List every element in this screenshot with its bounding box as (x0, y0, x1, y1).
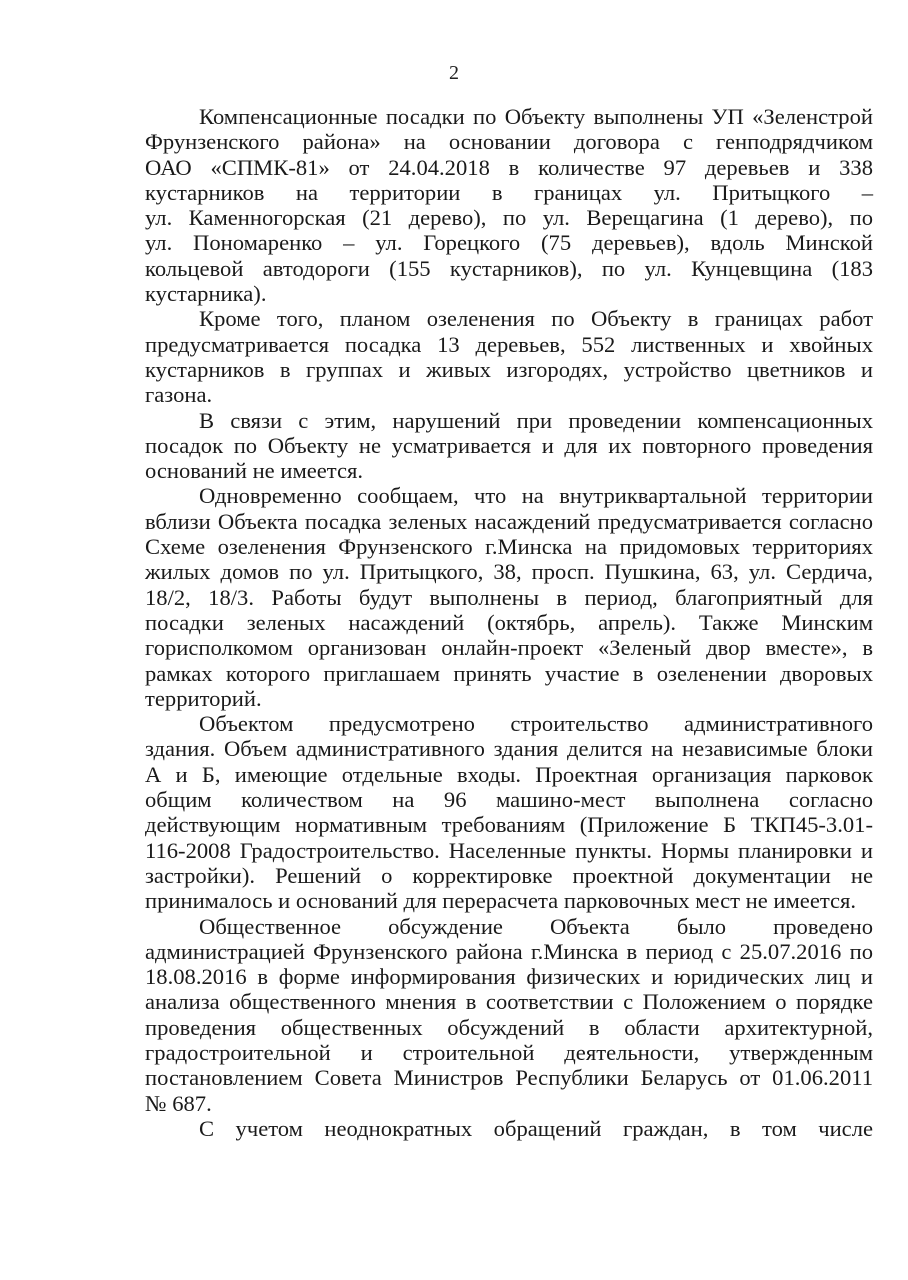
text-line: 116-2008 Градостроительство. Населенные пункты. Нормы планировки и (145, 837, 873, 863)
text-line: С учетом неоднократных обращений граждан, в том числе (199, 1115, 873, 1141)
text-line: ул. Каменногорская (21 дерево), по ул. Верещагина (1 дерево), по (145, 205, 873, 231)
paragraph (145, 1116, 873, 1141)
text-line: Общественное обсуждение Объекта было проведено (199, 913, 873, 939)
text-line: постановлением Совета Министров Республики Беларусь от 01.06.2011 (145, 1065, 873, 1091)
text-line: 18.08.2016 в форме информирования физических и юридических лиц и (145, 964, 873, 990)
text-line: рамках которого приглашаем принять участие в озеленении дворовых (145, 660, 873, 686)
text-line: вблизи Объекта посадка зеленых насаждений предусматривается согласно (145, 508, 873, 534)
text-line: кустарников на территории в границах ул. Притыцкого – (145, 179, 873, 205)
text-line: застройки). Решений о корректировке проектной документации не (145, 862, 873, 888)
text-line: принималось и оснований для перерасчета парковочных мест не имеется. (145, 888, 857, 914)
paragraph (145, 483, 873, 711)
paragraph (145, 914, 873, 1116)
text-line: здания. Объем административного здания делится на независимые блоки (145, 736, 873, 762)
text-line: газона. (145, 382, 213, 408)
text-line: горисполкомом организован онлайн-проект «Зеленый двор вместе», в (145, 635, 873, 661)
text-line: проведения общественных обсуждений в области архитектурной, (145, 1014, 873, 1040)
text-line: В связи с этим, нарушений при проведении компенсационных (199, 407, 873, 433)
text-line: жилых домов по ул. Притыцкого, 38, просп. Пушкина, 63, ул. Сердича, (145, 559, 873, 585)
text-line: Компенсационные посадки по Объекту выполнены УП «Зеленстрой (199, 104, 873, 129)
text-line: посадок по Объекту не усматривается и для их повторного проведения (145, 432, 873, 458)
text-line: Фрунзенского района» на основании договора с генподрядчиком (145, 129, 873, 155)
text-line: действующим нормативным требованиям (Приложение Б ТКП45-3.01- (145, 812, 873, 838)
text-line: Объектом предусмотрено строительство административного (199, 711, 873, 737)
page-number: 2 (449, 62, 459, 84)
text-line: кустарника). (145, 281, 267, 307)
text-line: оснований не имеется. (145, 458, 364, 484)
text-line: Одновременно сообщаем, что на внутриквартальной территории (199, 483, 873, 509)
paragraph (145, 104, 873, 306)
text-line: А и Б, имеющие отдельные входы. Проектная организация парковок (145, 761, 873, 787)
text-line: 18/2, 18/3. Работы будут выполнены в период, благоприятный для (145, 584, 873, 610)
text-line: ул. Пономаренко – ул. Горецкого (75 деревьев), вдоль Минской (145, 230, 873, 256)
paragraph (145, 711, 873, 913)
text-line: анализа общественного мнения в соответствии с Положением о порядке (145, 989, 873, 1015)
text-line: посадки зеленых насаждений (октябрь, апрель). Также Минским (145, 609, 873, 635)
text-line: территорий. (145, 685, 262, 711)
letter-body (145, 104, 873, 1141)
paragraph (145, 306, 873, 407)
text-line: Кроме того, планом озеленения по Объекту в границах работ (199, 306, 873, 332)
text-line: кольцевой автодороги (155 кустарников), по ул. Кунцевщина (183 (145, 255, 873, 281)
text-line: градостроительной и строительной деятельности, утвержденным (145, 1039, 873, 1065)
text-line: Схеме озеленения Фрунзенского г.Минска на придомовых территориях (145, 534, 873, 560)
text-line: ОАО «СПМК-81» от 24.04.2018 в количестве 97 деревьев и 338 (145, 154, 873, 180)
text-line: предусматривается посадка 13 деревьев, 552 лиственных и хвойных (145, 331, 873, 357)
text-line: кустарников в группах и живых изгородях, устройство цветников и (145, 356, 873, 382)
text-line: общим количеством на 96 машино-мест выполнена согласно (145, 787, 873, 813)
paragraph (145, 408, 873, 484)
text-line: администрацией Фрунзенского района г.Минска в период с 25.07.2016 по (145, 938, 873, 964)
text-line: № 687. (145, 1090, 212, 1116)
